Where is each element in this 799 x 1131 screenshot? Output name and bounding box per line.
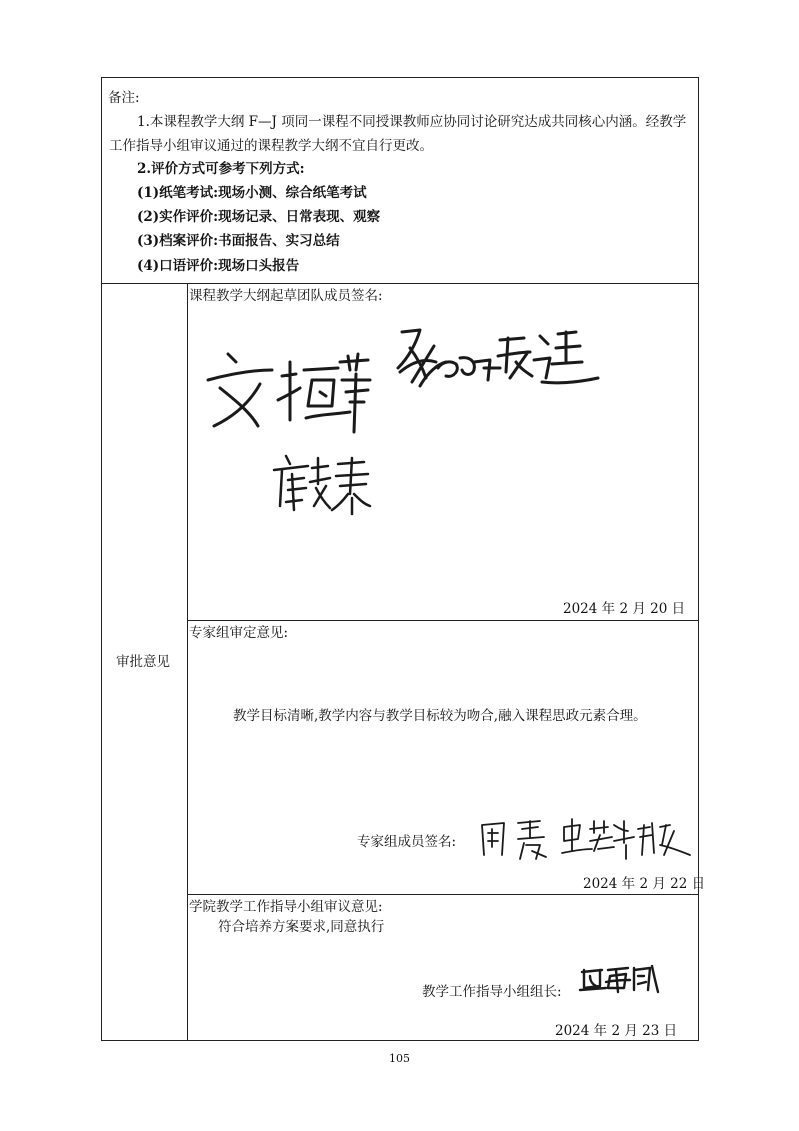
method-item: (1)纸笔考试:现场小测、综合纸笔考试	[137, 185, 367, 201]
method-item: (2)实作评价:现场记录、日常表现、观察	[137, 209, 381, 225]
college-opinion: 符合培养方案要求,同意执行	[218, 919, 385, 935]
expert-review-label: 专家组审定意见:	[189, 625, 289, 641]
college-review-label: 学院教学工作指导小组审议意见:	[189, 899, 383, 915]
drafting-signature-3	[268, 448, 378, 526]
drafting-signature-1	[200, 340, 375, 435]
method-item: (3)档案评价:书面报告、实习总结	[137, 233, 340, 249]
expert-opinion: 教学目标清晰,教学内容与教学目标较为吻合,融入课程思政元素合理。	[233, 708, 647, 724]
college-signer-label: 教学工作指导小组组长:	[422, 984, 562, 1000]
expert-signatures	[474, 815, 696, 865]
notes-title: 备注:	[108, 90, 140, 106]
college-date: 2024 年 2 月 23 日	[555, 1023, 678, 1039]
page-number: 105	[389, 1052, 410, 1065]
approval-section-label: 审批意见	[116, 654, 170, 670]
drafting-team-label: 课程教学大纲起草团队成员签名:	[189, 288, 383, 304]
column-divider	[187, 283, 188, 1041]
method-item: (4)口语评价:现场口头报告	[137, 258, 300, 274]
expert-date: 2024 年 2 月 22 日	[583, 876, 706, 892]
row-divider	[187, 620, 699, 621]
drafting-team-date: 2024 年 2 月 20 日	[563, 601, 686, 617]
expert-signer-label: 专家组成员签名:	[357, 834, 457, 850]
college-leader-signature	[578, 962, 660, 996]
row-divider	[187, 894, 699, 895]
notes-item-2-heading: 2.评价方式可参考下列方式:	[137, 161, 305, 177]
drafting-signature-2	[390, 322, 602, 404]
row-divider	[101, 283, 699, 284]
notes-item-1: 1.本课程教学大纲 F—J 项同一课程不同授课教师应协同讨论研究达成共同核心内涵。经教学工作指导小组审议通过的课程教学大纲不宜自行更改。	[109, 114, 687, 154]
